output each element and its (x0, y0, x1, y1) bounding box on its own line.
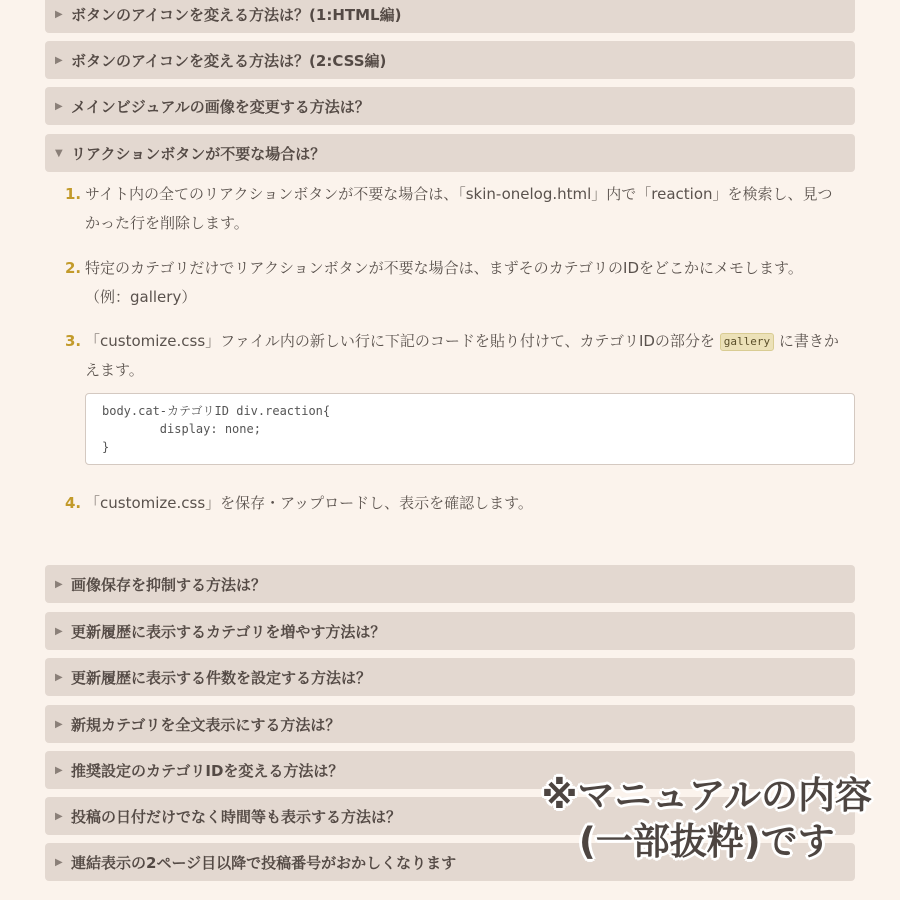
faq-item-main-visual[interactable] (45, 87, 855, 125)
inline-code: gallery (720, 333, 774, 351)
faq-item-reaction-button-open[interactable] (45, 134, 855, 172)
triangle-right-icon: ▶ (55, 810, 63, 822)
faq-item-button-icon-html[interactable] (45, 0, 855, 33)
step-text-line: 特定のカテゴリだけでリアクションボタンが不要な場合は、まずそのカテゴリのIDをどこかにメモします。 (85, 259, 803, 277)
answer-step-3 (63, 327, 855, 385)
faq-item-label: ボタンのアイコンを変える方法は？(2:CSS編) (71, 51, 387, 70)
step-number: 3. (65, 332, 82, 350)
faq-item-label: 更新履歴に表示する件数を設定する方法は？ (71, 668, 372, 687)
overlay-line: ※マニュアルの内容 (541, 774, 872, 817)
faq-item-label: 推奨設定のカテゴリIDを変える方法は？ (71, 761, 344, 780)
answer-step-2 (63, 254, 855, 312)
faq-item-label: 投稿の日付だけでなく時間等も表示する方法は？ (71, 807, 402, 826)
triangle-right-icon: ▶ (55, 8, 63, 20)
triangle-right-icon: ▶ (55, 764, 63, 776)
faq-item-history-categories[interactable] (45, 612, 855, 650)
faq-item-new-category-full[interactable] (45, 705, 855, 743)
faq-item-image-save[interactable] (45, 565, 855, 603)
answer-step-1 (63, 180, 855, 238)
step-text-line: （例：gallery） (85, 288, 197, 306)
triangle-right-icon: ▶ (55, 718, 63, 730)
code-block[interactable]: body.cat-カテゴリID div.reaction{ display: none; } (85, 393, 855, 465)
overlay-line: (一部抜粋)です (578, 820, 835, 863)
faq-item-label: 更新履歴に表示するカテゴリを増やす方法は？ (71, 622, 386, 641)
faq-item-label: リアクションボタンが不要な場合は？ (71, 144, 326, 163)
step-text-line: 「customize.css」を保存・アップロードし、表示を確認します。 (85, 494, 533, 512)
step-text-line: サイト内の全てのリアクションボタンが不要な場合は、「skin-onelog.html」内で「reaction」を検索し、見つ (85, 185, 833, 203)
triangle-right-icon: ▶ (55, 856, 63, 868)
triangle-right-icon: ▶ (55, 625, 63, 637)
triangle-right-icon: ▶ (55, 100, 63, 112)
faq-item-history-count[interactable] (45, 658, 855, 696)
step-text-line: かった行を削除します。 (85, 214, 249, 232)
step-text: 「customize.css」ファイル内の新しい行に下記のコードを貼り付けて、カテゴリIDの部分を (85, 332, 715, 350)
triangle-right-icon: ▶ (55, 54, 63, 66)
answer-step-4 (63, 489, 855, 518)
step-number: 4. (65, 494, 82, 512)
faq-item-label: 新規カテゴリを全文表示にする方法は？ (71, 715, 341, 734)
triangle-down-icon: ▼ (55, 147, 63, 159)
triangle-right-icon: ▶ (55, 671, 63, 683)
triangle-right-icon: ▶ (55, 578, 63, 590)
step-number: 1. (65, 185, 82, 203)
faq-item-button-icon-css[interactable] (45, 41, 855, 79)
faq-item-label: ボタンのアイコンを変える方法は？(1:HTML編) (71, 5, 402, 24)
faq-item-label: メインビジュアルの画像を変更する方法は？ (71, 97, 370, 116)
step-number: 2. (65, 259, 82, 277)
faq-item-label: 連結表示の2ページ目以降で投稿番号がおかしくなります (71, 853, 457, 872)
step-text-line: えます。 (85, 361, 144, 379)
step-text: に書きか (778, 332, 839, 350)
faq-item-label: 画像保存を抑制する方法は？ (71, 575, 267, 594)
overlay-caption (542, 773, 873, 865)
